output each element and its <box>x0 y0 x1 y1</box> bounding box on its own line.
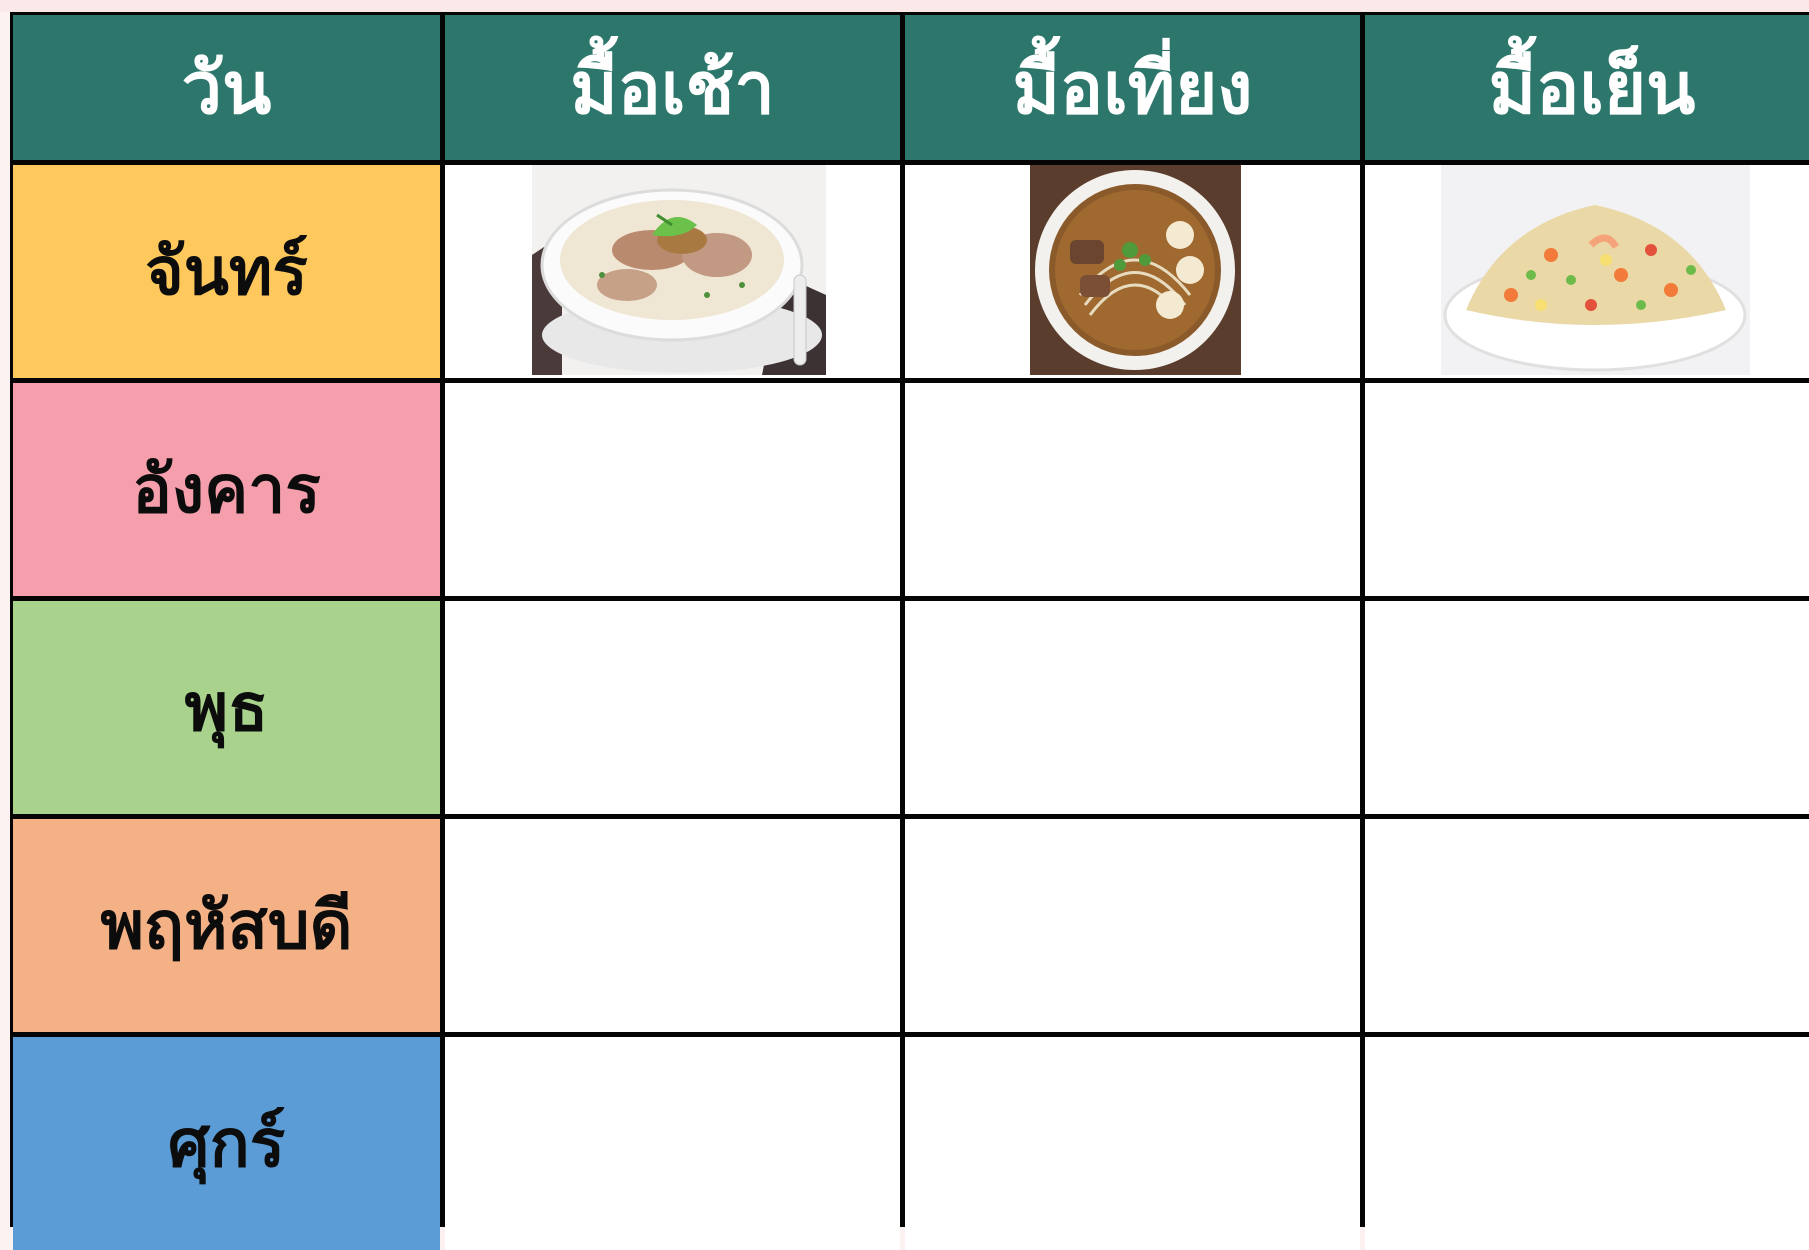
meal-cell-tuesday-breakfast[interactable] <box>445 383 900 596</box>
meal-cell-wednesday-breakfast[interactable] <box>445 601 900 814</box>
meal-cell-wednesday-dinner[interactable] <box>1365 601 1809 814</box>
meal-cell-wednesday-lunch[interactable] <box>905 601 1360 814</box>
rice-porridge-image <box>532 165 826 375</box>
meal-cell-friday-breakfast[interactable] <box>445 1037 900 1250</box>
header-day: วัน <box>13 15 440 160</box>
meal-cell-thursday-breakfast[interactable] <box>445 819 900 1032</box>
meal-cell-monday-dinner <box>1365 165 1809 378</box>
header-breakfast: มื้อเช้า <box>445 15 900 160</box>
meal-cell-friday-lunch[interactable] <box>905 1037 1360 1250</box>
day-monday: จันทร์ <box>13 165 440 378</box>
fried-rice-image <box>1441 165 1750 375</box>
meal-cell-tuesday-lunch[interactable] <box>905 383 1360 596</box>
top-strip <box>0 0 1809 12</box>
day-friday: ศุกร์ <box>13 1037 440 1250</box>
meal-plan-table <box>10 12 1809 1227</box>
meal-cell-monday-lunch <box>905 165 1360 378</box>
header-dinner: มื้อเย็น <box>1365 15 1809 160</box>
day-wednesday: พุธ <box>13 601 440 814</box>
day-thursday: พฤหัสบดี <box>13 819 440 1032</box>
meal-cell-monday-breakfast <box>445 165 900 378</box>
meal-cell-tuesday-dinner[interactable] <box>1365 383 1809 596</box>
meal-cell-thursday-lunch[interactable] <box>905 819 1360 1032</box>
noodle-soup-image <box>1030 165 1241 375</box>
header-lunch: มื้อเที่ยง <box>905 15 1360 160</box>
day-tuesday: อังคาร <box>13 383 440 596</box>
meal-cell-friday-dinner[interactable] <box>1365 1037 1809 1250</box>
meal-cell-thursday-dinner[interactable] <box>1365 819 1809 1032</box>
